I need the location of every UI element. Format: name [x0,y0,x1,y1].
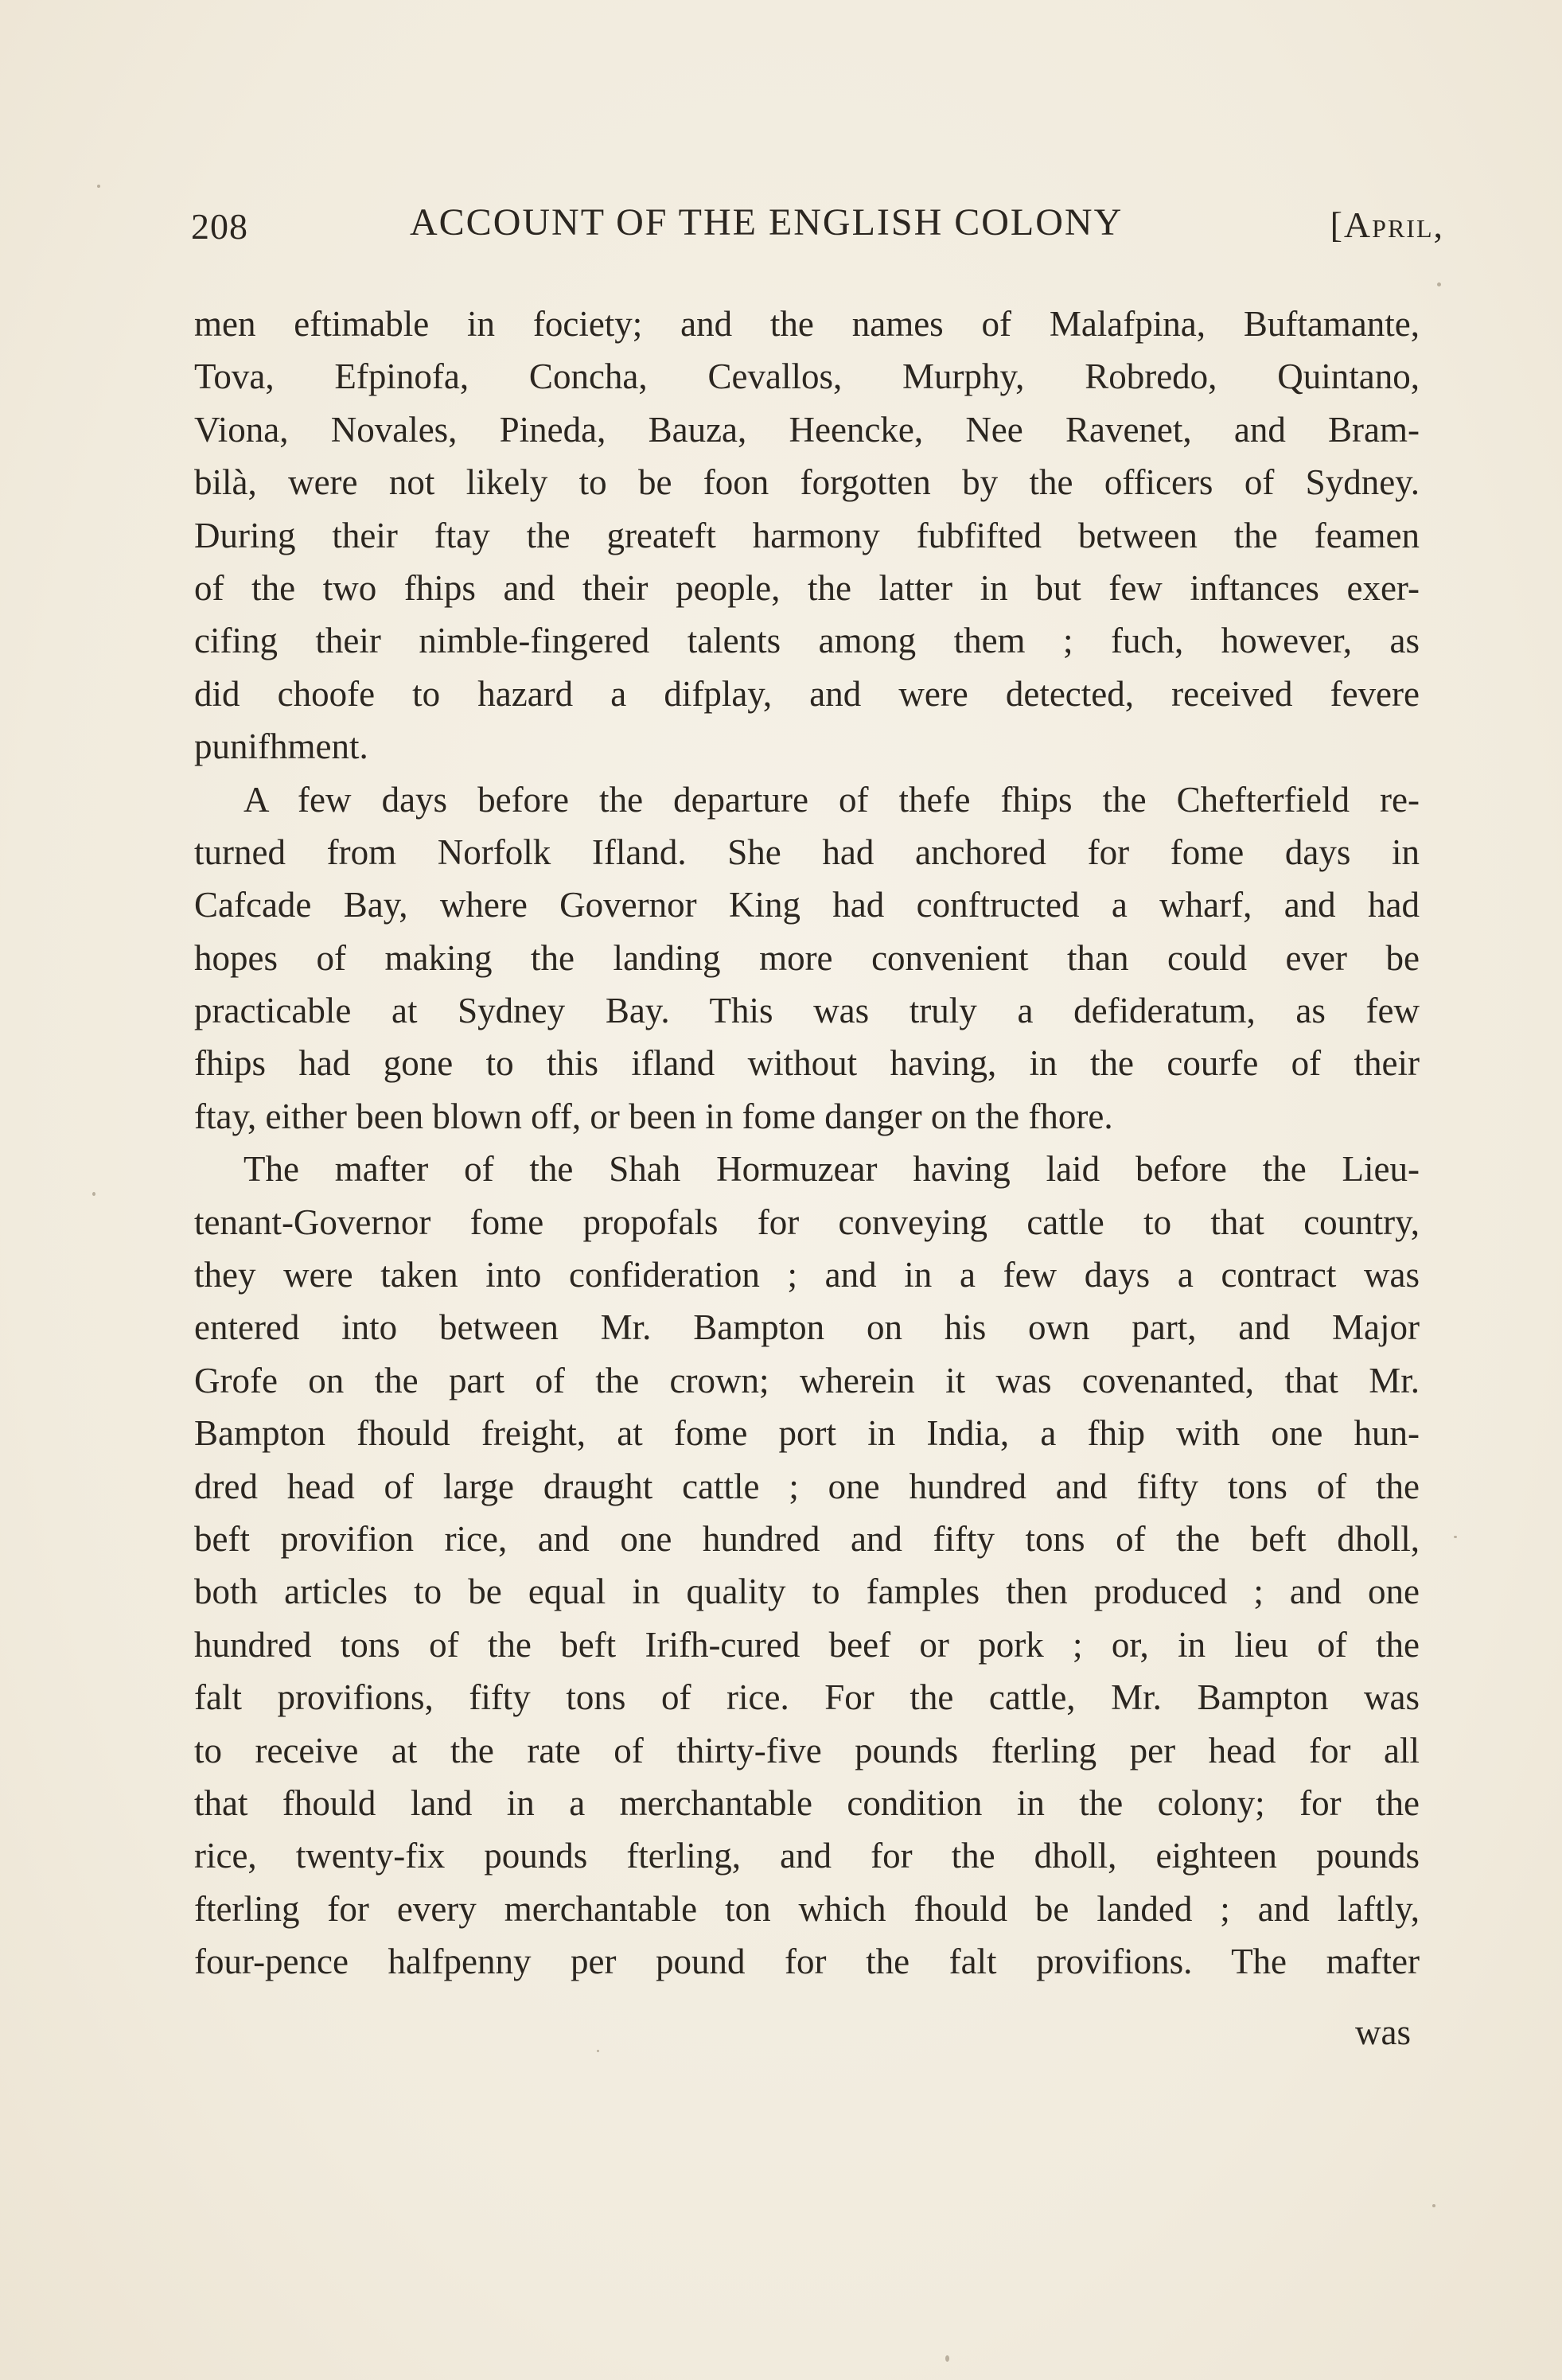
text-line: fhips had gone to this ifland without having, in the courfe of their [194,1043,1420,1084]
text-line: of the two fhips and their people, the latter in but few inftances exer- [194,567,1420,608]
text-line: fterling for every merchantable ton which fhould be landed ; and laftly, [194,1888,1420,1929]
text-line: dred head of large draught cattle ; one hundred and fifty tons of the [194,1466,1420,1506]
body-text [194,298,1420,1989]
text-line: both articles to be equal in quality to famples then produced ; and one [194,1572,1420,1612]
paper-speck [1432,2204,1435,2207]
running-month: [April, [1330,205,1444,245]
text-line: During their ftay the greateft harmony fubfifted between the feamen [194,515,1420,555]
text-line: practicable at Sydney Bay. This was truly a defideratum, as few [194,991,1420,1031]
text-line: turned from Norfolk Ifland. She had anchored for fome days in [194,832,1420,872]
running-title: ACCOUNT OF THE ENGLISH COLONY [410,201,1124,243]
catchword: was [1355,2012,1411,2052]
text-line: they were taken into confideration ; and in a few days a contract was [194,1255,1420,1295]
paper-speck [92,1192,95,1196]
text-line: beft provifion rice, and one hundred and fifty tons of the beft dholl, [194,1518,1420,1559]
paper-speck [97,185,100,188]
text-line: entered into between Mr. Bampton on his own part, and Major [194,1307,1420,1348]
text-line: ftay, either been blown off, or been in fome danger on the fhore. [194,1096,1113,1136]
text-line: to receive at the rate of thirty-five pounds fterling per head for all [194,1730,1420,1770]
paper-speck [1454,1536,1457,1538]
text-line: that fhould land in a merchantable condition in the colony; for the [194,1782,1420,1823]
text-line: Bampton fhould freight, at fome port in India, a fhip with one hun- [194,1413,1420,1454]
text-line: The mafter of the Shah Hormuzear having laid before the Lieu- [243,1149,1420,1190]
text-line: tenant-Governor fome propofals for conveying cattle to that country, [194,1202,1420,1242]
text-line: four-pence halfpenny per pound for the falt provifions. The mafter [194,1942,1420,1982]
running-head [191,201,1444,256]
text-line: Tova, Efpinofa, Concha, Cevallos, Murphy, Robredo, Quintano, [194,356,1420,397]
text-line: Viona, Novales, Pineda, Bauza, Heencke, Nee Ravenet, and Bram- [194,409,1420,450]
text-line: Grofe on the part of the crown; wherein it was covenanted, that Mr. [194,1360,1420,1400]
text-line: punifhment. [194,726,368,767]
text-line: did choofe to hazard a difplay, and were detected, received fevere [194,673,1420,714]
text-line: Cafcade Bay, where Governor King had conftructed a wharf, and had [194,885,1420,925]
paragraph-3 [194,1143,1420,1988]
text-line: A few days before the departure of thefe fhips the Chefterfield re- [243,779,1420,820]
text-line: men eftimable in fociety; and the names of Malafpina, Buftamante, [194,304,1420,344]
text-line: bilà, were not likely to be foon forgotten by the officers of Sydney. [194,462,1420,503]
text-line: cifing their nimble-fingered talents among them ; fuch, however, as [194,621,1420,661]
paper-speck [945,2355,949,2362]
text-line: rice, twenty-fix pounds fterling, and for the dholl, eighteen pounds [194,1836,1420,1876]
paragraph-2 [194,773,1420,1143]
paper-speck [1437,282,1441,286]
paragraph-1 [194,298,1420,773]
paper-speck [597,2050,599,2052]
text-line: hopes of making the landing more convenient than could ever be [194,937,1420,978]
text-line: hundred tons of the beft Irifh-cured beef or pork ; or, in lieu of the [194,1624,1420,1665]
text-line: falt provifions, fifty tons of rice. For the cattle, Mr. Bampton was [194,1677,1420,1718]
page-number: 208 [191,206,248,247]
